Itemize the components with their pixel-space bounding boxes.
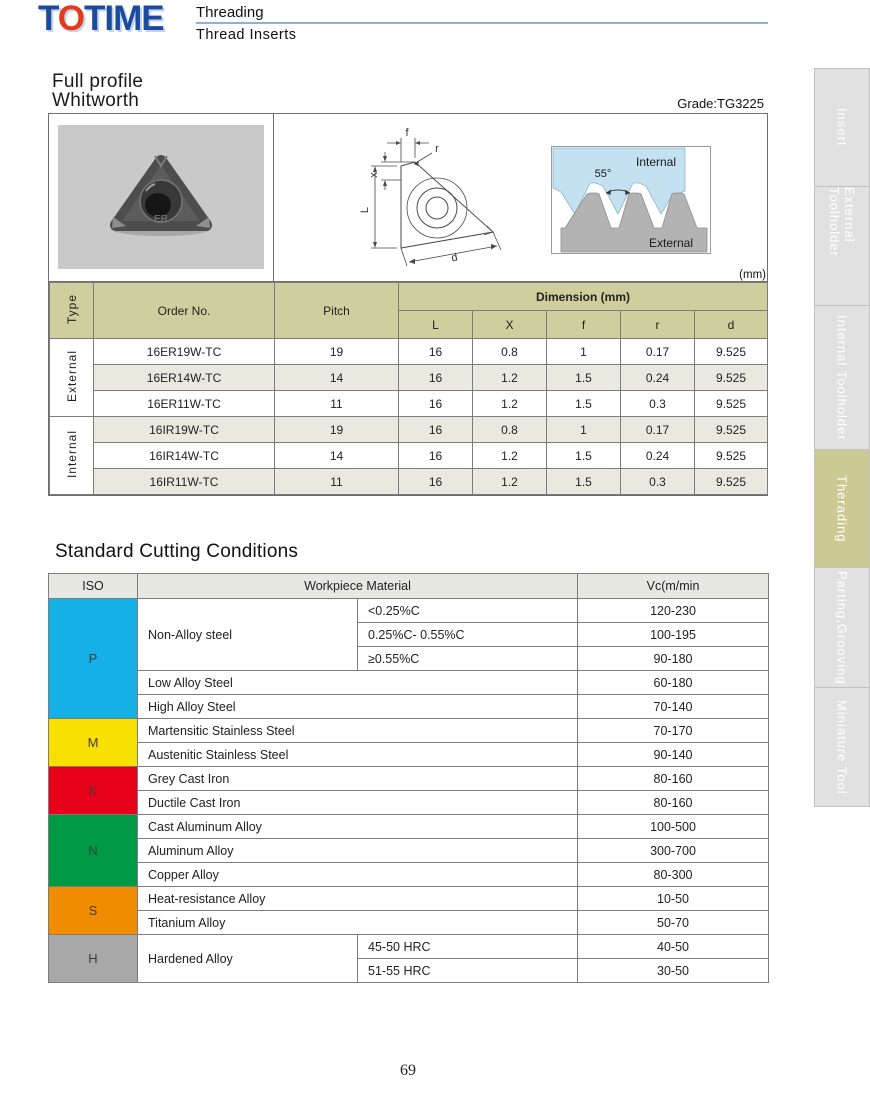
material-name: Titanium Alloy	[138, 911, 578, 935]
cutting-row	[49, 743, 769, 767]
side-tab-bar	[814, 68, 870, 807]
sidebar-tab-label: Parting,Grooving	[834, 570, 850, 685]
cutting-row	[49, 935, 769, 959]
spec-header-type-label: Type	[64, 293, 79, 324]
spec-header-d: d	[695, 311, 768, 339]
iso-cell-n: N	[49, 815, 138, 887]
thread-profile-diagram	[551, 146, 711, 254]
page-number: 69	[400, 1062, 416, 1079]
spec-row	[50, 469, 768, 495]
cutting-conditions-title: Standard Cutting Conditions	[55, 541, 299, 562]
dim-X: 1.2	[473, 443, 547, 469]
cutting-row	[49, 911, 769, 935]
dim-r: 0.17	[621, 339, 695, 365]
order-no: 16ER19W-TC	[94, 339, 275, 365]
sidebar-tab-insert[interactable]	[814, 68, 870, 187]
logo-text-part1: T	[38, 0, 58, 38]
vc-value: 80-300	[578, 863, 769, 887]
sidebar-tab-label: External Toolholder	[827, 187, 857, 257]
pitch: 19	[275, 339, 399, 365]
sidebar-tab-label: Internal Toolholder	[834, 314, 850, 441]
sidebar-tab-miniature-tool[interactable]	[814, 688, 870, 807]
order-no: 16IR14W-TC	[94, 443, 275, 469]
dimension-diagram	[335, 124, 520, 272]
order-no: 16ER11W-TC	[94, 391, 275, 417]
dim-f: 1.5	[547, 469, 621, 495]
dim-r: 0.3	[621, 391, 695, 417]
vc-value: 60-180	[578, 671, 769, 695]
header-text-block	[196, 4, 768, 43]
sidebar-tab-label: Insert	[834, 108, 850, 147]
vc-value: 70-170	[578, 719, 769, 743]
vc-value: 40-50	[578, 935, 769, 959]
section-title-line2: Whitworth	[52, 90, 140, 111]
dim-X: 0.8	[473, 339, 547, 365]
dim-label-d: d	[450, 251, 459, 265]
insert-photo-cell	[49, 114, 274, 281]
material-name: Martensitic Stainless Steel	[138, 719, 578, 743]
thread-profile-wrap	[551, 146, 711, 259]
material-condition: 45-50 HRC	[358, 935, 578, 959]
spec-header-dimension: Dimension (mm)	[399, 283, 768, 311]
dim-label-r: r	[435, 143, 439, 155]
spec-header-row1	[50, 283, 768, 311]
brand-logo	[38, 0, 164, 38]
pitch: 11	[275, 469, 399, 495]
order-no: 16IR19W-TC	[94, 417, 275, 443]
cutting-conditions-table	[48, 573, 769, 983]
dim-label-L: L	[359, 206, 371, 214]
material-name: Aluminum Alloy	[138, 839, 578, 863]
iso-cell-p: P	[49, 599, 138, 719]
sidebar-tab-label: Therading	[834, 474, 850, 543]
cutting-row	[49, 887, 769, 911]
dim-r: 0.24	[621, 365, 695, 391]
dim-d: 9.525	[695, 417, 768, 443]
sidebar-tab-external-toolholder[interactable]	[814, 187, 870, 306]
vc-value: 80-160	[578, 767, 769, 791]
cutting-row	[49, 839, 769, 863]
dim-d: 9.525	[695, 365, 768, 391]
header-divider	[196, 22, 768, 24]
vc-value: 300-700	[578, 839, 769, 863]
spec-header-r: r	[621, 311, 695, 339]
sidebar-tab-internal-toolholder[interactable]	[814, 306, 870, 450]
insert-photo	[58, 125, 264, 269]
dim-f: 1.5	[547, 365, 621, 391]
pitch: 14	[275, 365, 399, 391]
iso-cell-h: H	[49, 935, 138, 983]
spec-row	[50, 339, 768, 365]
spec-header-L: L	[399, 311, 473, 339]
dim-X: 1.2	[473, 391, 547, 417]
dimension-diagram-wrap	[335, 124, 520, 277]
material-condition: ≥0.55%C	[358, 647, 578, 671]
material-name: Low Alloy Steel	[138, 671, 578, 695]
dim-d: 9.525	[695, 391, 768, 417]
dim-r: 0.24	[621, 443, 695, 469]
spec-row	[50, 391, 768, 417]
spec-row	[50, 417, 768, 443]
material-name: Austenitic Stainless Steel	[138, 743, 578, 767]
dim-r: 0.17	[621, 417, 695, 443]
vc-value: 90-140	[578, 743, 769, 767]
spec-table	[49, 282, 768, 495]
dim-d: 9.525	[695, 443, 768, 469]
cutting-header-material: Workpiece Material	[138, 574, 578, 599]
angle-label: 55°	[594, 168, 612, 180]
vc-value: 120-230	[578, 599, 769, 623]
dim-X: 0.8	[473, 417, 547, 443]
dim-L: 16	[399, 391, 473, 417]
spec-header-f: f	[547, 311, 621, 339]
material-name: Hardened Alloy	[138, 935, 358, 983]
vc-value: 70-140	[578, 695, 769, 719]
spec-row	[50, 365, 768, 391]
unit-note: (mm)	[739, 269, 766, 281]
type-group-external	[50, 339, 94, 417]
material-name: Copper Alloy	[138, 863, 578, 887]
dim-X: 1.2	[473, 469, 547, 495]
dim-L: 16	[399, 417, 473, 443]
vc-value: 100-195	[578, 623, 769, 647]
material-name: Cast Aluminum Alloy	[138, 815, 578, 839]
dim-r: 0.3	[621, 469, 695, 495]
type-label: Internal	[64, 429, 79, 479]
iso-cell-s: S	[49, 887, 138, 935]
vc-value: 50-70	[578, 911, 769, 935]
material-name: High Alloy Steel	[138, 695, 578, 719]
material-condition: 51-55 HRC	[358, 959, 578, 983]
cutting-header-vc: Vc(m/min	[578, 574, 769, 599]
cutting-row	[49, 695, 769, 719]
internal-label: Internal	[635, 155, 677, 169]
dim-X: 1.2	[473, 365, 547, 391]
dim-label-x: x	[368, 172, 380, 178]
insert-marking: ER	[154, 214, 168, 225]
cutting-header-row	[49, 574, 769, 599]
dim-f: 1.5	[547, 391, 621, 417]
category-label: Threading	[196, 4, 264, 21]
image-row	[49, 114, 767, 282]
spec-header-type	[50, 283, 94, 339]
logo-o-mark: O	[57, 0, 84, 38]
cutting-row	[49, 791, 769, 815]
sidebar-tab-label: Miniature Tool	[834, 699, 850, 795]
type-label: External	[64, 349, 79, 403]
external-label: External	[648, 236, 694, 250]
vc-value: 80-160	[578, 791, 769, 815]
cutting-row	[49, 671, 769, 695]
dim-d: 9.525	[695, 339, 768, 365]
vc-value: 90-180	[578, 647, 769, 671]
spec-header-order-no: Order No.	[94, 283, 275, 339]
order-no: 16ER14W-TC	[94, 365, 275, 391]
pitch: 11	[275, 391, 399, 417]
product-plate	[48, 113, 768, 496]
vc-value: 10-50	[578, 887, 769, 911]
iso-cell-k: K	[49, 767, 138, 815]
material-name: Grey Cast Iron	[138, 767, 578, 791]
dim-L: 16	[399, 469, 473, 495]
order-no: 16IR11W-TC	[94, 469, 275, 495]
type-group-internal	[50, 417, 94, 495]
cutting-row	[49, 719, 769, 743]
dim-f: 1	[547, 339, 621, 365]
material-condition: 0.25%C- 0.55%C	[358, 623, 578, 647]
sidebar-tab-parting-grooving[interactable]	[814, 568, 870, 688]
dim-f: 1.5	[547, 443, 621, 469]
cutting-row	[49, 863, 769, 887]
vc-value: 30-50	[578, 959, 769, 983]
spec-row	[50, 443, 768, 469]
spec-header-X: X	[473, 311, 547, 339]
vc-value: 100-500	[578, 815, 769, 839]
subcategory-label: Thread Inserts	[196, 27, 297, 43]
cutting-row	[49, 767, 769, 791]
spec-header-pitch: Pitch	[275, 283, 399, 339]
sidebar-tab-therading[interactable]	[814, 450, 870, 568]
iso-cell-m: M	[49, 719, 138, 767]
pitch: 19	[275, 417, 399, 443]
dim-f: 1	[547, 417, 621, 443]
dim-L: 16	[399, 443, 473, 469]
cutting-row	[49, 599, 769, 623]
dim-L: 16	[399, 365, 473, 391]
cutting-row	[49, 815, 769, 839]
material-name: Ductile Cast Iron	[138, 791, 578, 815]
pitch: 14	[275, 443, 399, 469]
dim-label-f: f	[405, 127, 409, 139]
material-name: Non-Alloy steel	[138, 599, 358, 671]
dim-d: 9.525	[695, 469, 768, 495]
cutting-header-iso: ISO	[49, 574, 138, 599]
grade-label: Grade:TG3225	[677, 96, 764, 111]
material-name: Heat-resistance Alloy	[138, 887, 578, 911]
section-title-line1: Full profile	[52, 71, 144, 92]
material-condition: <0.25%C	[358, 599, 578, 623]
logo-text-part2: TIME	[83, 0, 164, 38]
dim-L: 16	[399, 339, 473, 365]
